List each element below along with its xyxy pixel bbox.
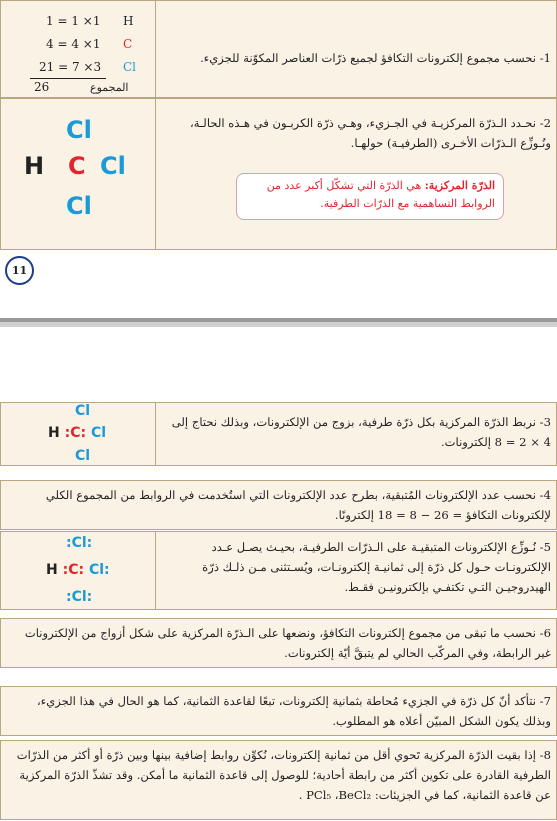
step-4-text: 4- نحسب عدد الإلكترونات المُتبقية، بطرح عدد الإلكترونات التي استُخدمت في الروابط من المجموع الكلي لإلكترونات التكافؤ = 26 − 8 = 18 إلكترونًا. bbox=[45, 488, 551, 522]
eq-c-symbol: C bbox=[123, 37, 133, 51]
step-5-divider bbox=[155, 531, 156, 610]
eq-cl-expression: 21 = 7 ×3 bbox=[39, 60, 102, 74]
total-value: 26 bbox=[34, 80, 50, 94]
mol-c: C bbox=[68, 152, 86, 180]
page-number: 11 bbox=[5, 256, 34, 285]
step-5-mol-top: :Cl: bbox=[66, 535, 93, 551]
step-2-text: 2- نحـدد الـذرّة المركزيـة في الجـزيء، وهـي ذرّة الكربـون في هـذه الحالـة، ونُـوزِّع الـذرّات الأخـرى (الطرفيـة) حولهـا. bbox=[189, 116, 551, 150]
note-title: الذرّة المركزية: bbox=[424, 179, 495, 192]
central-atom-note bbox=[236, 173, 504, 220]
step-5-mol-c: :C: bbox=[62, 562, 85, 578]
step-3-mol-bottom: Cl bbox=[75, 448, 91, 464]
step-5-mol-mid bbox=[46, 562, 110, 578]
note-body: هي الذرّة التي تشكّل أكبر عدد من الروابط التساهمية مع الذرّات الطرفية. bbox=[266, 179, 495, 210]
mol-cl-top: Cl bbox=[66, 116, 92, 144]
mol-h: H bbox=[24, 152, 45, 180]
mol-cl-right: Cl bbox=[100, 152, 126, 180]
step-3-divider bbox=[155, 402, 156, 466]
step-5-mol-cl: Cl: bbox=[84, 562, 110, 578]
eq-h-symbol: H bbox=[123, 14, 134, 28]
step-5-mol-bottom: :Cl: bbox=[66, 589, 93, 605]
sum-line bbox=[30, 78, 106, 79]
eq-h-expression: 1 = 1 ×1 bbox=[46, 14, 101, 28]
step-3-mol-cl: Cl bbox=[86, 425, 107, 441]
step-3-mol-top: Cl bbox=[75, 403, 91, 419]
step-3-mol-mid bbox=[48, 425, 106, 441]
step-6-text: 6- نحسب ما تبقى من مجموع إلكترونات التكافؤ، ونضعها على الـذرّة المركزية على شكل أزواج من الإلكترونات غير الرابطة، وفي المركّب الحالي لم يتبقَّ أيّة إلكترونات. bbox=[24, 626, 551, 660]
step-8-text: 8- إذا بقيت الذرّة المركزية تَحوي أقل من ثمانية إلكترونات، نُكوِّن روابط إضافية بينها وبين ذرّة أو أكثر من الذرّات الطرفية القادرة على تكوين أكثر من رابطة أحادية؛ للوصول إلى قاعدة الثمانية ما أمكن. وقد تشذّ الذرّة المركزية عن قاعدة الثمانية، كما في الجزيئات: PCl₅ ،BeCl₂ . bbox=[16, 748, 551, 802]
top-table-divider bbox=[155, 0, 156, 250]
step-3-mol-c: :C: bbox=[64, 425, 87, 441]
step-7-text: 7- نتأكد أنّ كل ذرّة في الجزيء مُحاطة بثمانية إلكترونات، تبعًا لقاعدة الثمانية، كما هو الحال في هذا الجزيء، وبذلك يكون الشكل المبيّن أعلاه هو المطلوب. bbox=[37, 694, 551, 728]
step-1-text: 1- نحسب مجموع إلكترونات التكافؤ لجميع ذرّات العناصر المكوّنة للجزيء. bbox=[200, 51, 551, 65]
total-label: المجموع bbox=[90, 81, 129, 94]
mol-cl-bottom: Cl bbox=[66, 192, 92, 220]
step-3-text: 3- نربط الذرّة المركزية بكل ذرّة طرفية، بزوج من الإلكترونات، وبذلك نحتاج إلى 4 × 2 = 8 إلكترونات. bbox=[171, 415, 551, 449]
eq-c-expression: 4 = 4 ×1 bbox=[46, 37, 101, 51]
eq-cl-symbol: Cl bbox=[123, 60, 137, 74]
step-3-mol-h: H bbox=[48, 425, 65, 441]
step-5-text: 5- نُـوزِّع الإلكترونات المتبقيـة على الـذرّات الطرفيـة، بحيـث يصـل عـدد الإلكترونـات حـول كل ذرّة إلى ثمانيـة إلكترونـات، ويُسـتثنى مـن ذلـك ذرّة الهيدروجيـن التـي تكتفـي بإلكترونيـن فقـط. bbox=[202, 540, 551, 594]
step-5-mol-h: H bbox=[46, 562, 63, 578]
separator-band-light bbox=[0, 322, 557, 327]
